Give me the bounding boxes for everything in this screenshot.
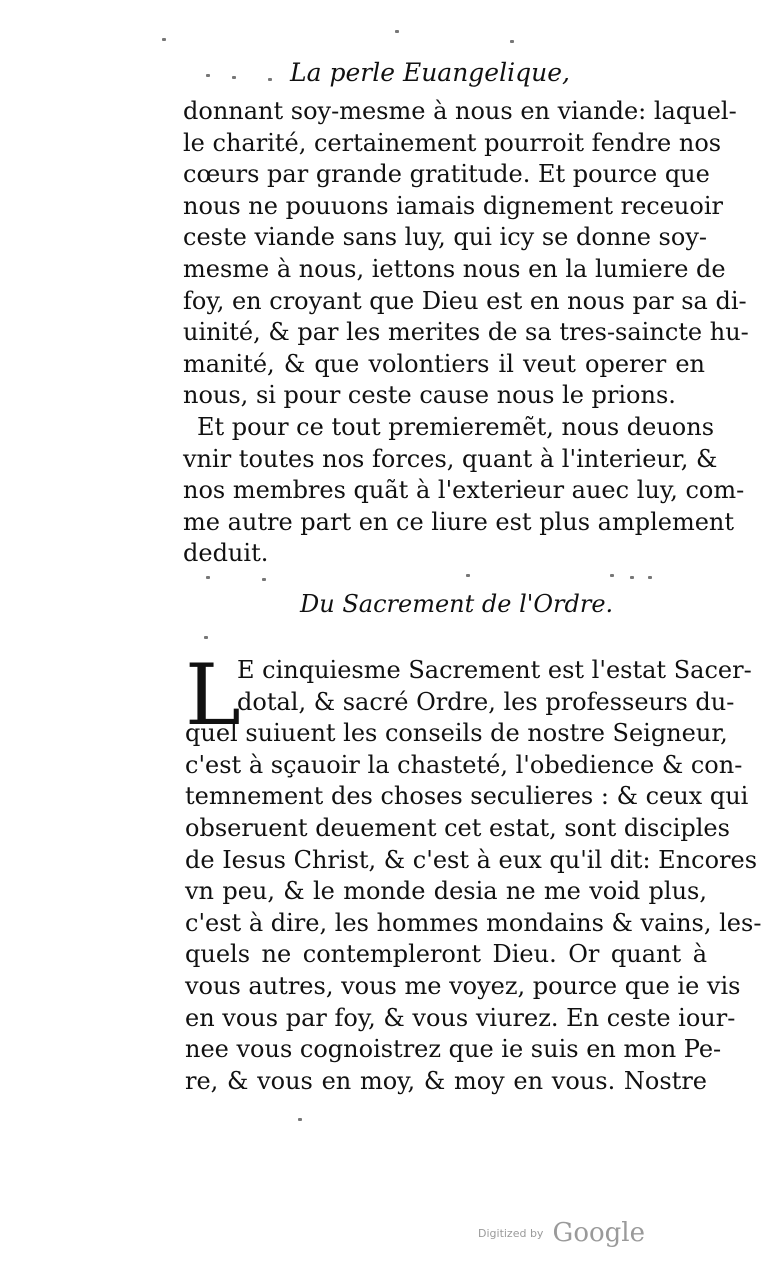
text-line: obseruent deuement cet estat, sont disciples — [185, 813, 730, 842]
text-line: Et pour ce tout premieremẽt, nous deuons — [197, 412, 715, 441]
drop-cap: L — [185, 646, 241, 744]
text-line: c'est à dire, les hommes mondains & vains, les- — [185, 908, 762, 937]
text-line: E cinquiesme Sacrement est l'estat Sacer- — [237, 656, 752, 684]
scan-speck — [204, 636, 208, 639]
google-digitized-watermark — [478, 1218, 645, 1248]
scan-speck — [162, 38, 166, 41]
text-line: vous autres, vous me voyez, pource que ie vis — [185, 971, 741, 1000]
scan-speck — [395, 30, 399, 33]
text-line: re, & vous en moy, & moy en vous. Nostre — [185, 1066, 707, 1095]
text-line: temnement des choses seculieres : & ceux qui — [185, 782, 749, 811]
text-line: de Iesus Christ, & c'est à eux qu'il dit: Encores — [185, 845, 758, 874]
scan-speck — [262, 578, 266, 581]
text-line: nous ne pouuons iamais dignement receuoir — [183, 191, 723, 220]
text-line: donnant soy-mesme à nous en viande: laquel- — [183, 97, 737, 125]
scan-speck — [206, 576, 210, 579]
text-line: quel suiuent les conseils de nostre Seigneur, — [185, 719, 728, 748]
text-line: ceste viande sans luy, qui icy se donne soy- — [183, 223, 707, 252]
scan-speck — [510, 40, 514, 43]
running-header: La perle Euangelique, — [290, 58, 570, 87]
text-line: nous, si pour ceste cause nous le prions. — [183, 381, 676, 410]
scan-speck — [206, 74, 210, 77]
text-line: uinité, & par les merites de sa tres-saincte hu- — [183, 318, 749, 347]
text-line: nos membres quãt à l'exterieur auec luy, com- — [183, 476, 745, 505]
text-line: vn peu, & le monde desia ne me void plus, — [185, 877, 707, 906]
digitized-label: Digitized by — [478, 1227, 544, 1240]
text-line: mesme à nous, iettons nous en la lumiere de — [183, 254, 726, 283]
text-line: me autre part en ce liure est plus amplement — [183, 507, 735, 536]
paragraph-1 — [183, 96, 749, 570]
text-line: en vous par foy, & vous viurez. En ceste iour- — [185, 1003, 736, 1032]
scan-speck — [630, 576, 634, 579]
scan-speck — [268, 78, 272, 81]
text-line: foy, en croyant que Dieu est en nous par sa di- — [183, 286, 747, 315]
text-line: cœurs par grande gratitude. Et pource que — [183, 160, 710, 189]
text-line: manité, & que volontiers il veut operer en — [183, 349, 705, 378]
text-line: vnir toutes nos forces, quant à l'interieur, & — [183, 444, 718, 473]
section-body — [185, 646, 762, 1097]
scan-speck — [298, 1118, 302, 1121]
text-line: nee vous cognoistrez que ie suis en mon Pe- — [185, 1035, 722, 1064]
text-line: c'est à sçauoir la chasteté, l'obedience & con- — [185, 750, 743, 779]
scan-speck — [232, 76, 236, 79]
google-logo-text: Google — [552, 1218, 645, 1248]
scan-speck — [610, 574, 614, 577]
scan-speck — [648, 576, 652, 579]
section-title: Du Sacrement de l'Ordre. — [300, 590, 614, 618]
text-line: quels ne contempleront Dieu. Or quant à — [185, 940, 707, 969]
text-line: le charité, certainement pourroit fendre nos — [183, 128, 722, 157]
text-line: deduit. — [183, 539, 269, 568]
text-line: dotal, & sacré Ordre, les professeurs du- — [237, 687, 735, 716]
scan-speck — [466, 574, 470, 577]
